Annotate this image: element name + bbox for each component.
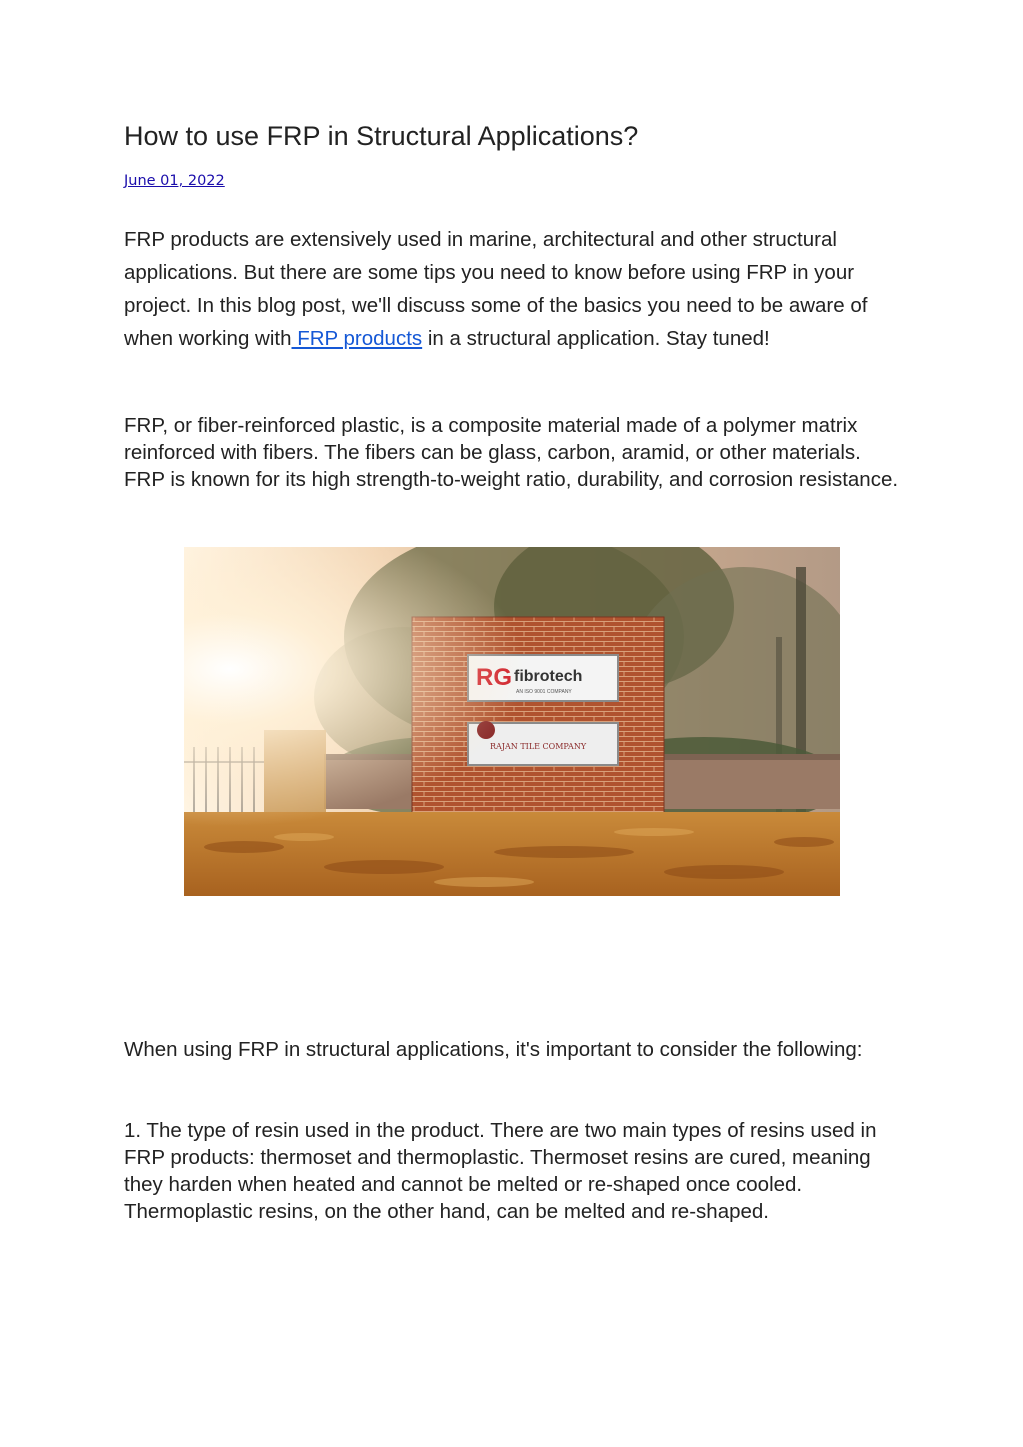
intro-text-end: in a structural application. Stay tuned! (422, 327, 770, 350)
frp-products-link[interactable]: FRP products (291, 327, 423, 350)
intro-paragraph (124, 223, 904, 355)
article-title: How to use FRP in Structural Applications? (124, 121, 639, 151)
intro-text-start: FRP products are extensively used in marine, architectural and other structural applications. But there are some tips you need to know before using FRP in your project. In this blog post, we'll discuss some of the basics you need to be aware of when working with (124, 228, 868, 350)
point-1-resin-type: 1. The type of resin used in the product. There are two main types of resins used in FRP products: thermoset and thermoplastic. Thermoset resins are cured, meaning they harden when heated and cannot be melted or re-shaped once cooled. Thermoplastic resins, on the other hand, can be melted and re-shaped. (124, 1119, 877, 1223)
definition-paragraph: FRP, or fiber-reinforced plastic, is a composite material made of a polymer matrix reinforced with fibers. The fibers can be glass, carbon, aramid, or other materials. FRP is known for its high strength-to-weight ratio, durability, and corrosion resistance. (124, 414, 899, 491)
rg-fibrotech-sign-photo (184, 547, 840, 896)
post-date-link[interactable]: June 01, 2022 (124, 173, 225, 189)
considerations-intro: When using FRP in structural applications, it's important to consider the following: (124, 1038, 863, 1061)
